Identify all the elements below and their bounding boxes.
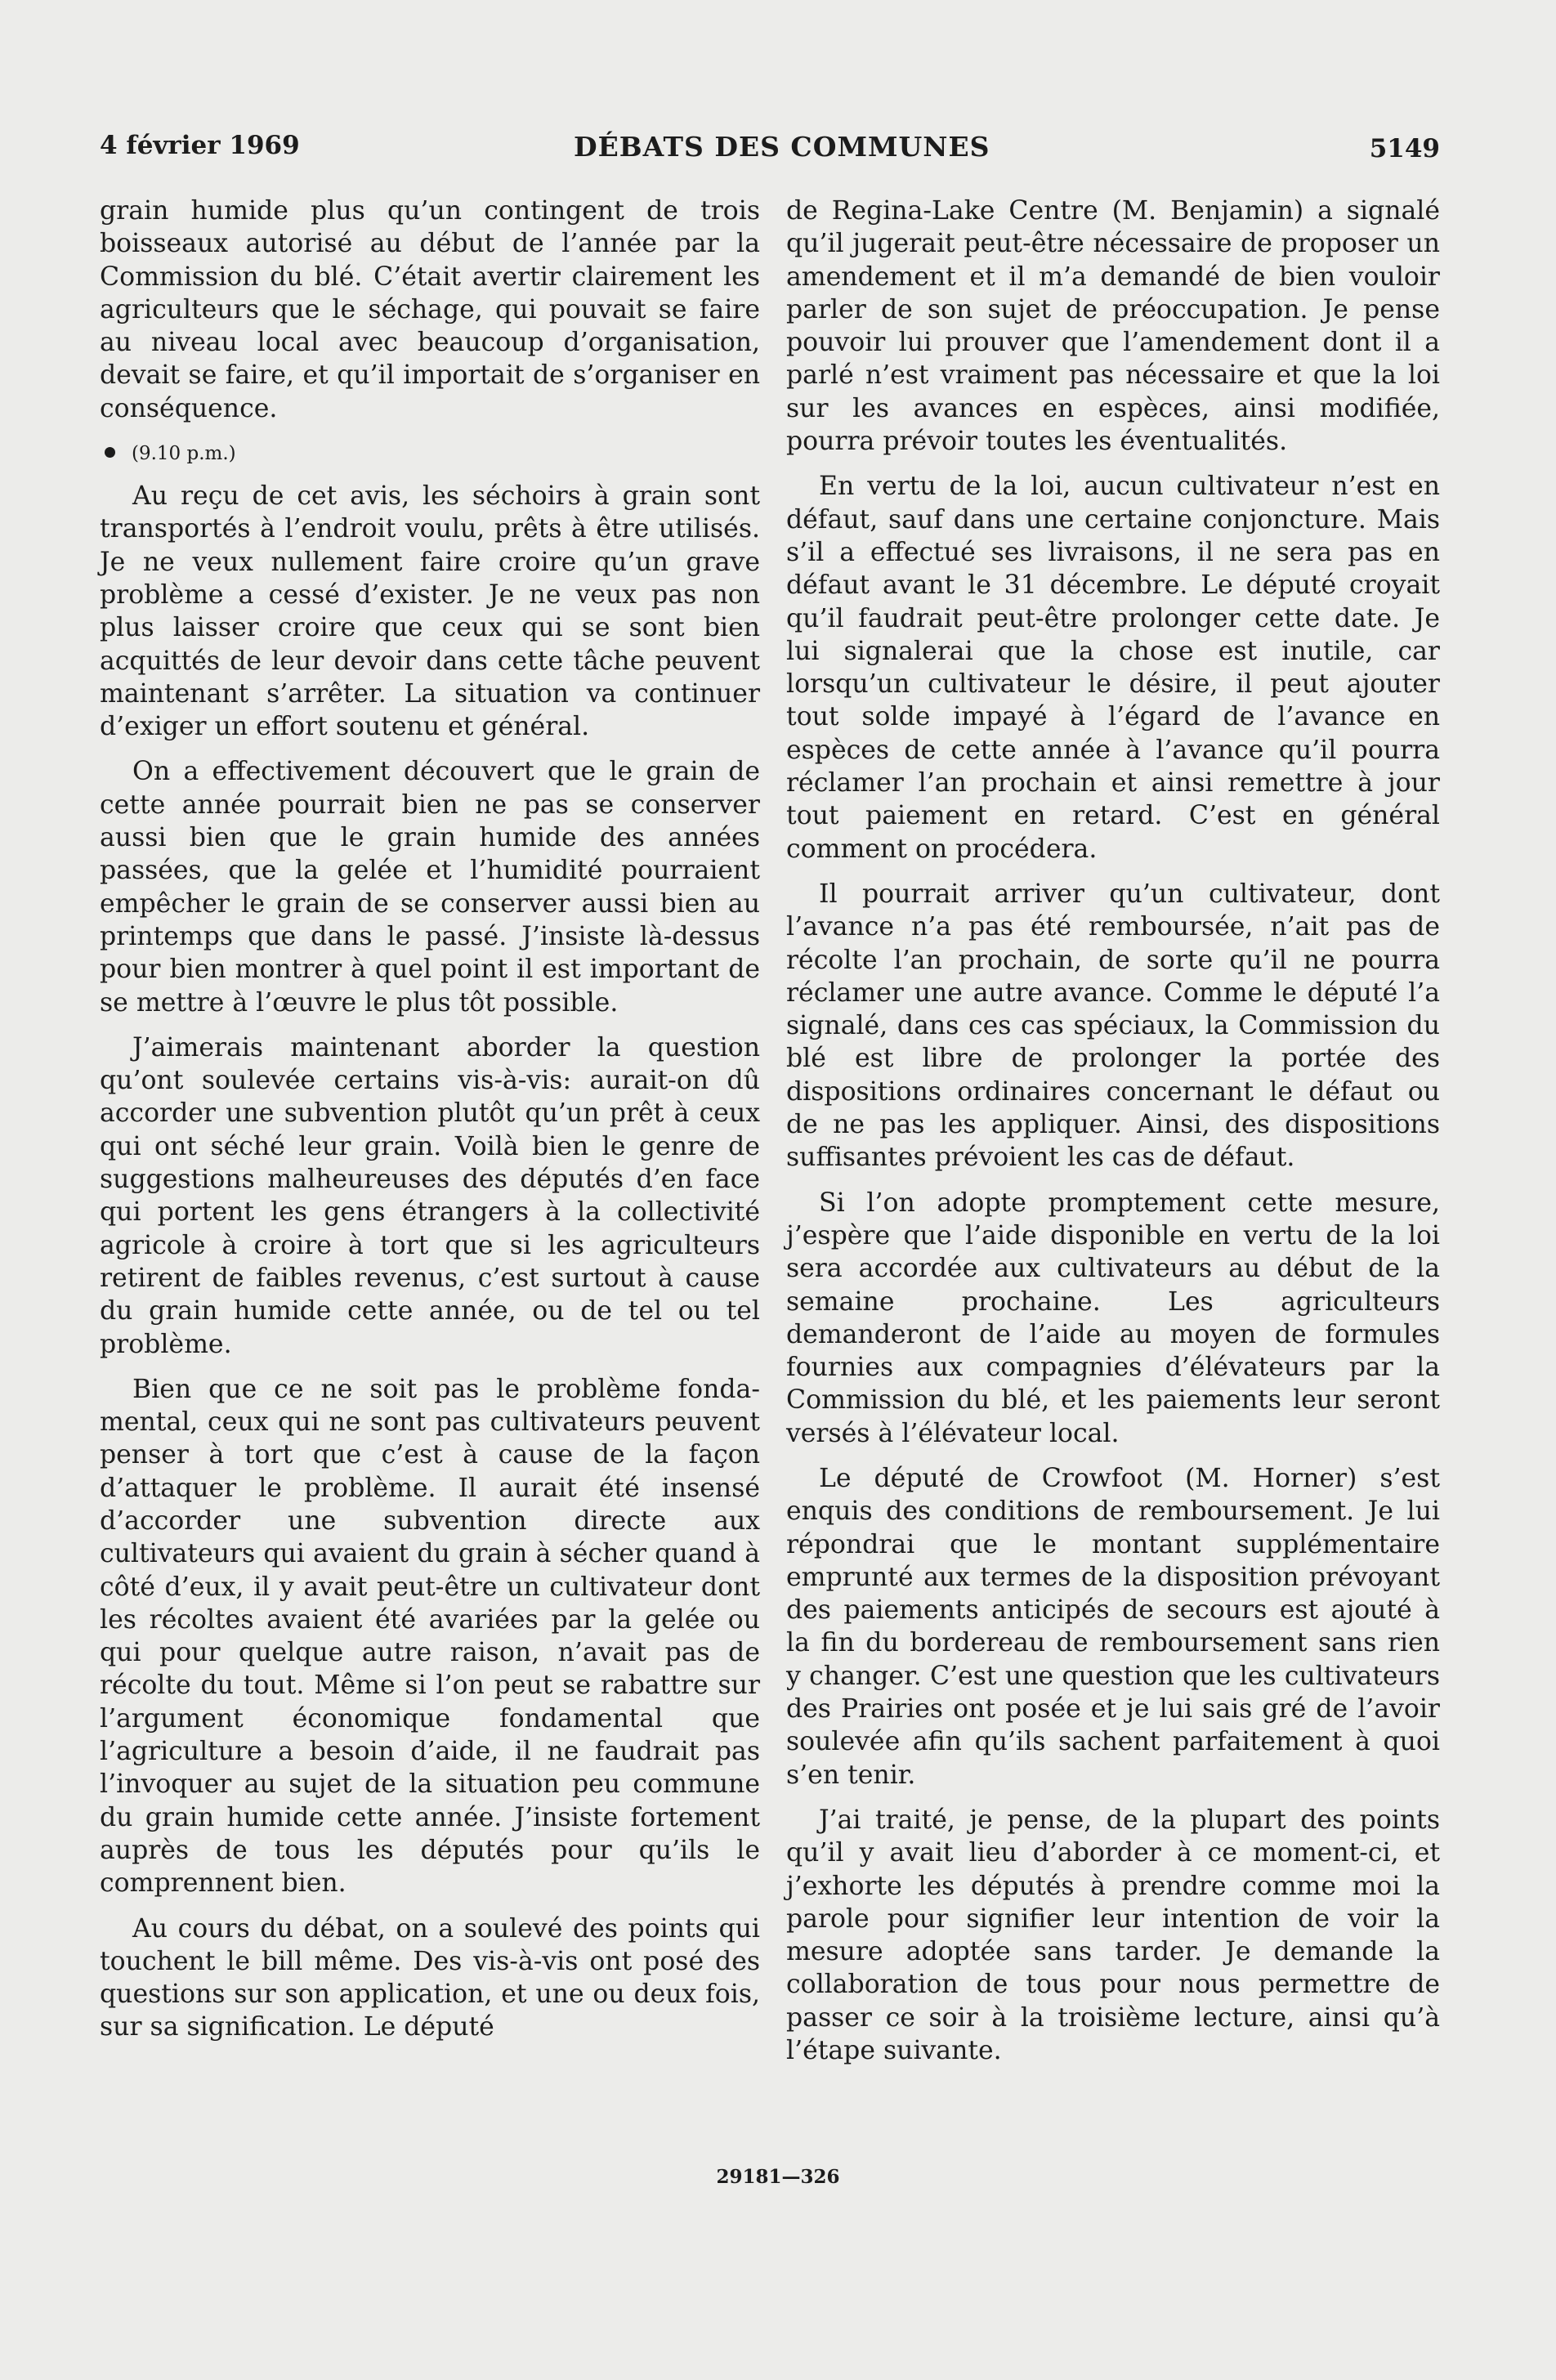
paragraph: Si l’on adopte promptement cette mesure, j’espère que l’aide disponible en vertu de la loi sera accordée aux cultivateurs au début de la semaine prochaine. Les agriculteurs demanderont de l’aide au moyen de formules fournies aux compagnies d’élévateurs par la Commission du blé, et les paiements leur seront versés à l’élévateur local. <box>786 1188 1440 1448</box>
paragraph: Le député de Crowfoot (M. Horner) s’est enquis des conditions de remboursement. Je lui répondrai que le montant supplémentaire emprunté aux termes de la disposition prévoyant des paiements anticipés de secours est ajouté à la fin du bordereau de remboursement sans rien y changer. C’est une question que les cultivateurs des Prairies ont posée et je lui sais gré de l’avoir soulevée afin qu’ils sachent parfaitement à quoi s’en tenir. <box>786 1463 1440 1790</box>
page-header <box>100 131 1440 172</box>
time-marker <box>100 437 760 470</box>
paragraph: Au reçu de cet avis, les séchoirs à grain sont transportés à l’endroit voulu, prêts à être utilisés. Je ne veux nullement faire croire qu’un grave problème a cessé d’exister. Je ne veux pas non plus laisser croire que ceux qui se sont bien acquittés de leur devoir dans cette tâche peuvent maintenant s’arrêter. La situation va continuer d’exiger un effort soutenu et général. <box>100 481 760 742</box>
right-column <box>786 195 1440 2079</box>
header-title: DÉBATS DES COMMUNES <box>574 131 990 163</box>
paragraph: Au cours du débat, on a soulevé des points qui touchent le bill même. Des vis-à-vis ont posé des questions sur son application, et une ou deux fois, sur sa signification. Le député <box>100 1913 760 2042</box>
header-date: 4 février 1969 <box>100 131 300 160</box>
paragraph: J’ai traité, je pense, de la plupart des points qu’il y avait lieu d’aborder à ce moment-ci, et j’exhorte les députés à prendre comme moi la parole pour signifier leur intention de voir la mesure adoptée sans tarder. Je demande la collaboration de tous pour nous permettre de passer ce soir à la troisième lecture, ainsi qu’à l’étape suivante. <box>786 1805 1440 2066</box>
paragraph: En vertu de la loi, aucun cultivateur n’est en défaut, sauf dans une certaine conjoncture. Mais s’il a effectué ses livraisons, il ne sera pas en défaut avant le 31 décembre. Le député croyait qu’il faudrait peut-être prolonger cette date. Je lui signalerai que la chose est inutile, car lorsqu’un cultivateur le désire, il peut ajouter tout solde impayé à l’égard de l’avance en espèces de cette année à l’avance qu’il pourra réclamer l’an prochain et ainsi remettre à jour tout paiement en retard. C’est en général comment on procédera. <box>786 472 1440 864</box>
printer-signature: 29181—326 <box>716 2166 840 2188</box>
paragraph: grain humide plus qu’un contingent de trois boisseaux autorisé au début de l’année par la Commission du blé. C’était avertir clairement les agriculteurs que le séchage, qui pouvait se faire au niveau local avec beaucoup d’organisation, devait se faire, et qu’il importait de s’organiser en conséquence. <box>100 196 760 423</box>
paragraph: On a effectivement découvert que le grain de cette année pourrait bien ne pas se conserver aussi bien que le grain humide des années passées, que la gelée et l’humidité pourraient empêcher le grain de se conserver aussi bien au printemps que dans le passé. J’insiste là-dessus pour bien montrer à quel point il est important de se mettre à l’œuvre le plus tôt possible. <box>100 757 760 1018</box>
paragraph: de Regina-Lake Centre (M. Benjamin) a signalé qu’il jugerait peut-être nécessaire de proposer un amendement et il m’a demandé de bien vouloir parler de son sujet de préoccupation. Je pense pouvoir lui prouver que l’amendement dont il a parlé n’est vraiment pas nécessaire et que la loi sur les avances en espèces, ainsi modifiée, pourra prévoir toutes les éventualités. <box>786 196 1440 457</box>
paragraph: Il pourrait arriver qu’un cultivateur, dont l’avance n’a pas été remboursée, n’ait pas de récolte l’an prochain, de sorte qu’il ne pourra réclamer une autre avance. Comme le député l’a signalé, dans ces cas spéciaux, la Commission du blé est libre de prolonger la portée des dispositions ordinaires concernant le défaut ou de ne pas les appliquer. Ainsi, des dispositions suffisantes prévoient les cas de défaut. <box>786 879 1440 1173</box>
time-stamp: (9.10 p.m.) <box>132 443 236 465</box>
left-column <box>100 195 760 2056</box>
header-page-number: 5149 <box>1369 134 1440 163</box>
paragraph: Bien que ce ne soit pas le problème fondamental, ceux qui ne sont pas cultivateurs peuvent penser à tort que c’est à cause de la façon d’attaquer le problème. Il aurait été insensé d’accorder une subvention directe aux cultivateurs qui avaient du grain à sécher quand à côté d’eux, il y avait peut-être un cultivateur dont les récoltes avaient été avariées par la gelée ou qui pour quelque autre raison, n’avait pas de récolte du tout. Même si l’on peut se rabattre sur l’argument économique fondamental que l’agriculture a besoin d’aide, il ne faudrait pas l’invoquer au sujet de la situation peu commune du grain humide cette année. J’insiste fortement auprès de tous les députés pour qu’ils le comprennent bien. <box>100 1374 760 1899</box>
paragraph: J’aimerais maintenant aborder la question qu’ont soulevée certains vis-à-vis: aurait-on dû accorder une subvention plutôt qu’un prêt à ceux qui ont séché leur grain. Voilà bien le genre de suggestions malheureuses des députés d’en face qui portent les gens étrangers à la collectivité agricole à croire à tort que si les agriculteurs retirent de faibles revenus, c’est surtout à cause du grain humide cette année, ou de tel ou tel problème. <box>100 1032 760 1359</box>
bullet-icon <box>105 447 115 458</box>
